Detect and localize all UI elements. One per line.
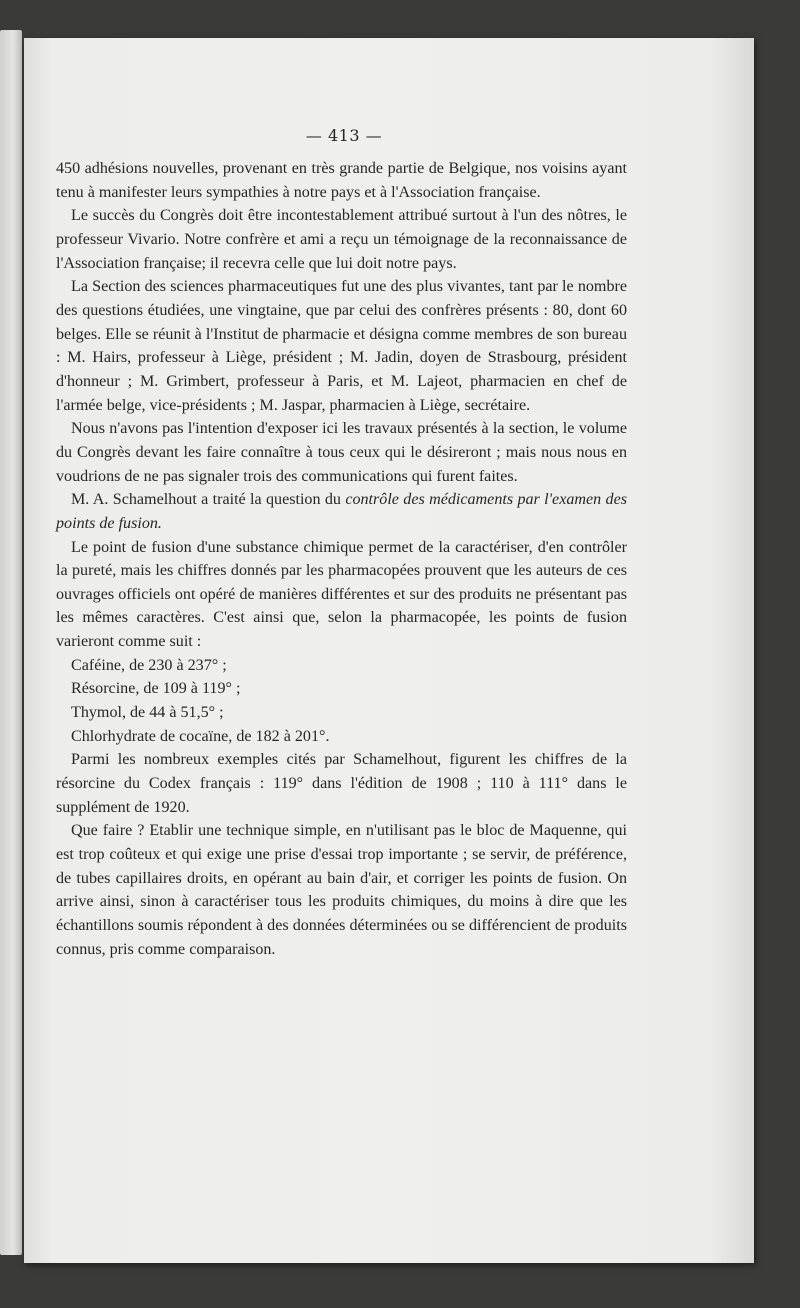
paragraph: Que faire ? Etablir une technique simple, en n'utilisant pas le bloc de Maquenne, qui est trop coûteux et qui exige une prise d'essai trop importante ; se servir, de préférence, de tubes capillaires droits, en opérant au bain d'air, et corriger les points de fusion. On arrive ainsi, sinon à caractériser tous les produits chimiques, du moins à dire que les échantillons soumis répondent à des données déterminées ou se différencient de produits connus, pris comme comparaison. [56,822,627,958]
underlying-page-edge [0,30,22,1255]
paragraph: Nous n'avons pas l'intention d'exposer ici les travaux présentés à la section, le volume du Congrès devant les faire connaître à tous ceux qui le désireront ; mais nous nous en voudrions de ne pas signaler trois des communications qui furent faites. [56,420,627,485]
paragraph: 450 adhésions nouvelles, provenant en très grande partie de Belgique, nos voisins ayant tenu à manifester leurs sympathies à notre pays et à l'Association française. [56,160,627,201]
book-page [24,38,754,1263]
list-item: Résorcine, de 109 à 119° ; [71,680,241,698]
paragraph: La Section des sciences pharmaceutiques fut une des plus vivantes, tant par le nombre des questions étudiées, une vingtaine, que par celui des confrères présents : 80, dont 60 belges. Elle se réunit à l'Institut de pharmacie et désigna comme membres de son bureau : M. Hairs, professeur à Liège, président ; M. Jadin, doyen de Strasbourg, président d'honneur ; M. Grimbert, professeur à Paris, et M. Lajeot, pharmacien en chef de l'armée belge, vice-présidents ; M. Jaspar, pharmacien à Liège, secrétaire. [56,278,627,414]
paragraph: Le succès du Congrès doit être incontestablement attribué surtout à l'un des nôtres, le professeur Vivario. Notre confrère et ami a reçu un témoignage de la reconnaissance de l'Association française; il recevra celle que lui doit notre pays. [56,207,627,272]
communication-title: contrôle des médicaments par l'examen des points de fusion. [56,491,627,532]
communication-author: M. A. Schamelhout a traité la question du [71,491,346,509]
list-item: Chlorhydrate de cocaïne, de 182 à 201°. [71,727,330,745]
body-text [56,157,627,961]
list-item: Thymol, de 44 à 51,5° ; [71,704,224,722]
list-item: Caféine, de 230 à 237° ; [71,656,227,674]
paragraph: Le point de fusion d'une substance chimique permet de la caractériser, d'en contrôler la pureté, mais les chiffres donnés par les pharmacopées prouvent que les auteurs de ces ouvrages officiels ont opéré de manières différentes et sur des produits ne présentant pas les mêmes caractères. C'est ainsi que, selon la pharmacopée, les points de fusion varieront comme suit : [56,538,627,651]
paragraph: Parmi les nombreux exemples cités par Schamelhout, figurent les chiffres de la résorcine du Codex français : 119° dans l'édition de 1908 ; 110 à 111° dans le supplément de 1920. [56,751,627,816]
page-number: — 413 — [305,126,383,145]
communication-paragraph [56,488,627,535]
